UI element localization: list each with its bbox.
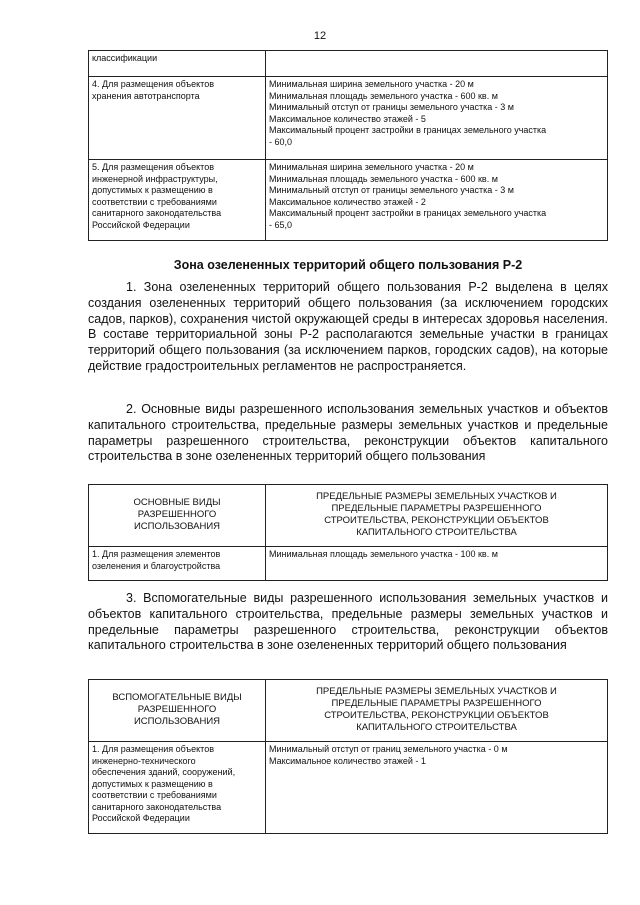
table-row <box>89 160 608 241</box>
cell-text: Минимальная ширина земельного участка - 20 м Минимальная площадь земельного участка - 600 кв. м Минимальный отступ от границы земельного участка - 3 м Максимальное количество этажей - 5 Максимальный процент застройки в границах земельного участка - 60,0 <box>269 79 547 147</box>
header-cell <box>266 680 608 742</box>
table-cell <box>89 51 266 77</box>
header-left: ОСНОВНЫЕ ВИДЫ РАЗРЕШЕННОГО ИСПОЛЬЗОВАНИЯ <box>133 497 221 532</box>
table-aux <box>88 679 608 834</box>
cell-text: 1. Для размещения объектов инженерно-технического обеспечения зданий, сооружений, допустимых к размещению в соответствии с требованиями санитарного законодательства Российской Федерации <box>92 744 236 823</box>
paragraph-2 <box>88 402 608 465</box>
cell-text: Минимальный отступ от границ земельного участка - 0 м Максимальное количество этажей - 1 <box>269 744 508 766</box>
table-row <box>89 77 608 160</box>
header-left: ВСПОМОГАТЕЛЬНЫЕ ВИДЫ РАЗРЕШЕННОГО ИСПОЛЬЗОВАНИЯ <box>112 692 242 727</box>
table-row <box>89 51 608 77</box>
paragraph-1 <box>88 280 608 375</box>
table-cell <box>266 51 608 77</box>
header-cell <box>266 485 608 547</box>
table-top <box>88 50 608 241</box>
header-cell <box>89 485 266 547</box>
table-cell <box>89 742 266 834</box>
table-main <box>88 484 608 581</box>
cell-text: Минимальная площадь земельного участка - 100 кв. м <box>269 549 498 559</box>
table-header-row <box>89 485 608 547</box>
table-row <box>89 547 608 581</box>
table-cell <box>89 77 266 160</box>
paragraph-1-text: 1. Зона озелененных территорий общего пользования Р-2 выделена в целях создания озелененных территорий общего пользования (за исключением городских садов, парков), сохранения чистой окружающей среды в интересах здоровья населения. В составе территориальной зоны Р-2 располагаются земельные участки в границах территорий общего пользования (за исключением парков, городских садов), на которые действие градостроительных регламентов не распространяется. <box>88 280 608 373</box>
cell-text: 4. Для размещения объектов хранения автотранспорта <box>92 79 214 101</box>
cell-text: 1. Для размещения элементов озеленения и благоустройства <box>92 549 221 571</box>
paragraph-3-text: 3. Вспомогательные виды разрешенного использования земельных участков и объектов капитального строительства, предельные размеры земельных участков и предельные параметры разрешенного строительства, реконструкции объектов капитального строительства в зоне озелененных территорий общего пользования <box>88 591 608 653</box>
header-cell <box>89 680 266 742</box>
table-cell <box>89 547 266 581</box>
cell-text: Минимальная ширина земельного участка - 20 м Минимальная площадь земельного участка - 600 кв. м Минимальный отступ от границы земельного участка - 3 м Максимальное количество этажей - 2 Максимальный процент застройки в границах земельного участка - 65,0 <box>269 162 547 230</box>
paragraph-2-text: 2. Основные виды разрешенного использования земельных участков и объектов капитального строительства, предельные размеры земельных участков и предельные параметры разрешенного строительства, реконструкции объектов капитального строительства в зоне озелененных территорий общего пользования <box>88 402 608 464</box>
table-cell <box>266 742 608 834</box>
table-cell <box>266 160 608 241</box>
paragraph-3 <box>88 591 608 654</box>
table-cell <box>89 160 266 241</box>
section-heading: Зона озелененных территорий общего пользования Р-2 <box>173 258 523 272</box>
table-cell <box>266 547 608 581</box>
table-row <box>89 742 608 834</box>
header-right: ПРЕДЕЛЬНЫЕ РАЗМЕРЫ ЗЕМЕЛЬНЫХ УЧАСТКОВ И ПРЕДЕЛЬНЫЕ ПАРАМЕТРЫ РАЗРЕШЕННОГО СТРОИТЕЛЬСТВА, РЕКОНСТРУКЦИИ ОБЪЕКТОВ КАПИТАЛЬНОГО СТРОИТЕЛЬСТВА <box>316 491 557 538</box>
cell-text: 5. Для размещения объектов инженерной инфраструктуры, допустимых к размещению в соответствии с требованиями санитарного законодательства Российской Федерации <box>92 162 222 230</box>
cell-text: классификации <box>92 53 158 63</box>
table-header-row <box>89 680 608 742</box>
header-right: ПРЕДЕЛЬНЫЕ РАЗМЕРЫ ЗЕМЕЛЬНЫХ УЧАСТКОВ И ПРЕДЕЛЬНЫЕ ПАРАМЕТРЫ РАЗРЕШЕННОГО СТРОИТЕЛЬСТВА, РЕКОНСТРУКЦИИ ОБЪЕКТОВ КАПИТАЛЬНОГО СТРОИТЕЛЬСТВА <box>316 686 557 733</box>
table-cell <box>266 77 608 160</box>
page-number: 12 <box>313 30 327 42</box>
